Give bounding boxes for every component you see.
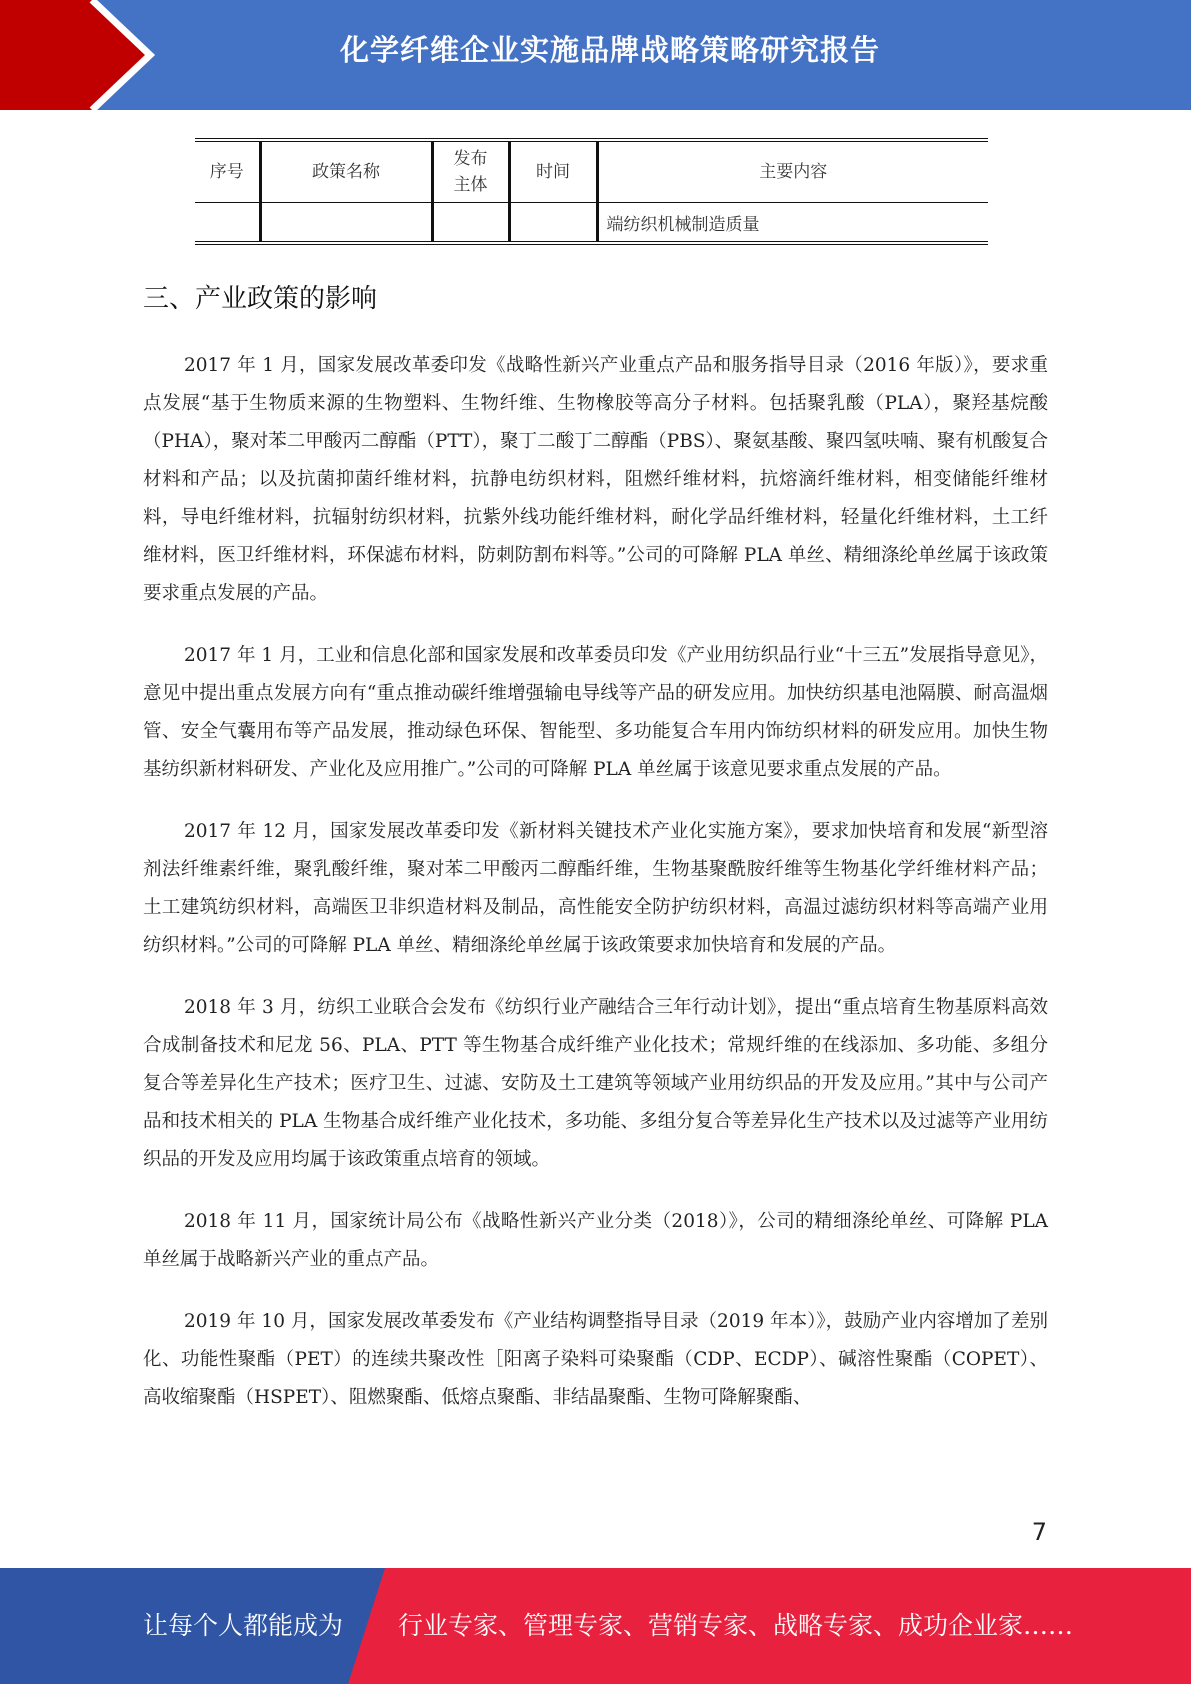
- header-cell-issuer: [432, 140, 509, 203]
- paragraph: 2017 年 12 月，国家发展改革委印发《新材料关键技术产业化实施方案》，要求加快培育和发展“新型溶剂法纤维素纤维，聚乳酸纤维，聚对苯二甲酸丙二醇酯纤维，生物基聚酰胺纤维等生物基化学纤维材料产品；土工建筑纺织材料，高端医卫非织造材料及制品，高性能安全防护纺织材料，高温过滤纺织材料等高端产业用纺织材料。”公司的可降解 PLA 单丝、精细涤纶单丝属于该政策要求加快培育和发展的产品。: [143, 821, 1048, 956]
- header-title: 化学纤维企业实施品牌战略策略研究报告: [339, 33, 880, 67]
- paragraph: 2017 年 1 月，工业和信息化部和国家发展和改革委员印发《产业用纺织品行业“十三五”发展指导意见》，意见中提出重点发展方向有“重点推动碳纤维增强输电导线等产品的研发应用。加快纺织基电池隔膜、耐高温烟管、安全气囊用布等产品发展，推动绿色环保、智能型、多功能复合车用内饰纺织材料的研发应用。加快生物基纺织新材料研发、产业化及应用推广。”公司的可降解 PLA 单丝属于该意见要求重点发展的产品。: [143, 645, 1048, 780]
- table-header-row: [195, 140, 988, 203]
- paragraph: 2018 年 11 月，国家统计局公布《战略性新兴产业分类（2018）》，公司的精细涤纶单丝、可降解 PLA 单丝属于战略新兴产业的重点产品。: [143, 1211, 1048, 1270]
- policy-table-container: [195, 138, 988, 245]
- policy-table: [195, 138, 988, 245]
- table-cell: [509, 203, 597, 244]
- header-cell-content: 主要内容: [597, 140, 988, 203]
- table-cell: [260, 203, 432, 244]
- body-text: [143, 347, 1048, 1441]
- page-number: 7: [1031, 1518, 1047, 1546]
- table-cell-content: 端纺织机械制造质量: [597, 203, 988, 244]
- table-cell: [432, 203, 509, 244]
- footer-slogan-right: 行业专家、管理专家、营销专家、战略专家、成功企业家……: [398, 1611, 1074, 1640]
- paragraph: 2018 年 3 月，纺织工业联合会发布《纺织行业产融结合三年行动计划》，提出“重点培育生物基原料高效合成制备技术和尼龙 56、PLA、PTT 等生物基合成纤维产业化技术；常规纤维的在线添加、多功能、多组分复合等差异化生产技术；医疗卫生、过滤、安防及土工建筑等领域产业用纺织品的开发及应用。”其中与公司产品和技术相关的 PLA 生物基合成纤维产业化技术，多功能、多组分复合等差异化生产技术以及过滤等产业用纺织品的开发及应用均属于该政策重点培育的领域。: [143, 997, 1048, 1170]
- header-cell-date: 时间: [509, 140, 597, 203]
- header-cell-policy-name: 政策名称: [260, 140, 432, 203]
- section-title: 三、产业政策的影响: [143, 284, 378, 314]
- header-cell-issuer-text: 发布主体: [453, 149, 488, 195]
- page-footer: [0, 1568, 1191, 1684]
- table-cell: [195, 203, 260, 244]
- paragraph: 2019 年 10 月，国家发展改革委发布《产业结构调整指导目录（2019 年本）》，鼓励产业内容增加了差别化、功能性聚酯（PET）的连续共聚改性［阳离子染料可染聚酯（CDP、ECDP）、碱溶性聚酯（COPET）、高收缩聚酯（HSPET）、阻燃聚酯、低熔点聚酯、非结晶聚酯、生物可降解聚酯、: [143, 1311, 1048, 1408]
- page-header: [0, 0, 1191, 110]
- paragraph: 2017 年 1 月，国家发展改革委印发《战略性新兴产业重点产品和服务指导目录（2016 年版）》，要求重点发展“基于生物质来源的生物塑料、生物纤维、生物橡胶等高分子材料。包括聚乳酸（PLA），聚羟基烷酸（PHA），聚对苯二甲酸丙二醇酯（PTT），聚丁二酸丁二醇酯（PBS）、聚氨基酸、聚四氢呋喃、聚有机酸复合材料和产品；以及抗菌抑菌纤维材料，抗静电纺织材料，阻燃纤维材料，抗熔滴纤维材料，相变储能纤维材料，导电纤维材料，抗辐射纺织材料，抗紫外线功能纤维材料，耐化学品纤维材料，轻量化纤维材料，土工纤维材料，医卫纤维材料，环保滤布材料，防刺防割布料等。”公司的可降解 PLA 单丝、精细涤纶单丝属于该政策要求重点发展的产品。: [143, 355, 1048, 604]
- footer-slogan-left: 让每个人都能成为: [143, 1611, 344, 1640]
- table-row: [195, 203, 988, 244]
- header-red-arrow: [0, 0, 150, 110]
- header-cell-index: 序号: [195, 140, 260, 203]
